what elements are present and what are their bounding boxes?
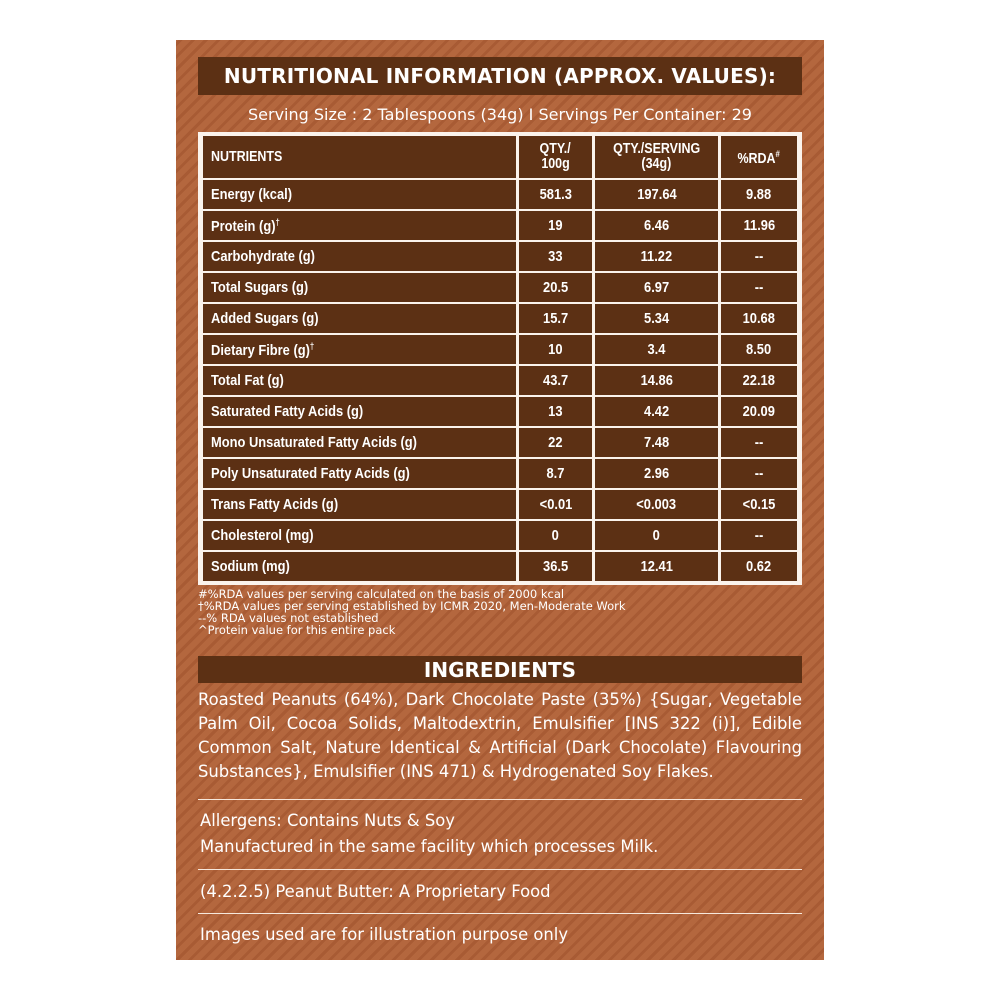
header-nutrients: NUTRIENTS xyxy=(203,136,516,178)
ingredients-text: Roasted Peanuts (64%), Dark Chocolate Paste (35%) {Sugar, Vegetable Palm Oil, Cocoa Solids, Maltodextrin, Emulsifier [INS 322 (i)], Edible Common Salt, Nature Identical & Artificial (Dark Chocolate) Flavouring Substances}, Emulsifier (INS 471) & Hydrogenated Soy Flakes. xyxy=(198,690,802,781)
qty-per-100g-cell: 33 xyxy=(519,242,592,271)
allergens-line: Allergens: Contains Nuts & Soy xyxy=(200,811,455,830)
qty-per-100g-cell: 19 xyxy=(519,211,592,240)
table-row xyxy=(203,335,797,364)
table-row xyxy=(203,521,797,550)
qty-per-100g-cell: 36.5 xyxy=(519,552,592,581)
table-row xyxy=(203,273,797,302)
divider xyxy=(198,913,802,914)
nutrition-table-body xyxy=(203,180,797,581)
qty-per-serving-cell: 3.4 xyxy=(595,335,718,364)
nutrient-name-cell: Total Sugars (g) xyxy=(203,273,516,302)
qty-per-serving-cell: 197.64 xyxy=(595,180,718,209)
rda-cell: 22.18 xyxy=(721,366,797,395)
nutrient-name-cell: Energy (kcal) xyxy=(203,180,516,209)
ingredients-heading-text: INGREDIENTS xyxy=(423,657,577,682)
nutrition-table xyxy=(200,134,800,583)
qty-per-serving-cell: 11.22 xyxy=(595,242,718,271)
nutrient-name-cell: Protein (g)† xyxy=(203,211,516,240)
qty-per-100g-cell: 10 xyxy=(519,335,592,364)
rda-cell: -- xyxy=(721,459,797,488)
header-qty-per-serving: QTY./SERVING (34g) xyxy=(595,136,718,178)
serving-info xyxy=(198,100,802,128)
nutrient-name-cell: Poly Unsaturated Fatty Acids (g) xyxy=(203,459,516,488)
nutrient-name-cell: Sodium (mg) xyxy=(203,552,516,581)
table-header-row xyxy=(203,136,797,178)
nutrition-title-text: NUTRITIONAL INFORMATION (APPROX. VALUES): xyxy=(223,64,777,88)
rda-cell: 9.88 xyxy=(721,180,797,209)
nutrient-name-cell: Added Sugars (g) xyxy=(203,304,516,333)
qty-per-serving-cell: 14.86 xyxy=(595,366,718,395)
disclaimer-line: Images used are for illustration purpose only xyxy=(200,925,569,944)
qty-per-100g-cell: 20.5 xyxy=(519,273,592,302)
table-row xyxy=(203,366,797,395)
qty-per-100g-cell: 581.3 xyxy=(519,180,592,209)
header-rda: %RDA# xyxy=(721,136,797,178)
nutrition-label-panel xyxy=(176,40,824,960)
qty-per-serving-cell: 5.34 xyxy=(595,304,718,333)
qty-per-100g-cell: 15.7 xyxy=(519,304,592,333)
footnote: #%RDA values per serving calculated on the basis of 2000 kcal xyxy=(198,587,565,601)
nutrient-name-cell: Saturated Fatty Acids (g) xyxy=(203,397,516,426)
qty-per-serving-cell: 7.48 xyxy=(595,428,718,457)
nutrient-name-cell: Trans Fatty Acids (g) xyxy=(203,490,516,519)
rda-cell: 0.62 xyxy=(721,552,797,581)
table-row xyxy=(203,242,797,271)
table-row xyxy=(203,304,797,333)
table-row xyxy=(203,180,797,209)
rda-cell: 8.50 xyxy=(721,335,797,364)
divider xyxy=(198,799,802,800)
divider xyxy=(198,869,802,870)
ingredients-heading xyxy=(198,656,802,683)
qty-per-serving-cell: <0.003 xyxy=(595,490,718,519)
rda-cell: -- xyxy=(721,273,797,302)
rda-cell: 11.96 xyxy=(721,211,797,240)
rda-cell: -- xyxy=(721,521,797,550)
table-row xyxy=(203,459,797,488)
footnote: ^Protein value for this entire pack xyxy=(198,623,396,637)
qty-per-100g-cell: 22 xyxy=(519,428,592,457)
table-row xyxy=(203,552,797,581)
qty-per-100g-cell: 8.7 xyxy=(519,459,592,488)
qty-per-serving-cell: 6.97 xyxy=(595,273,718,302)
nutrient-name-cell: Total Fat (g) xyxy=(203,366,516,395)
nutrient-name-cell: Mono Unsaturated Fatty Acids (g) xyxy=(203,428,516,457)
footnotes xyxy=(198,588,802,636)
table-row xyxy=(203,211,797,240)
qty-per-serving-cell: 0 xyxy=(595,521,718,550)
qty-per-serving-cell: 12.41 xyxy=(595,552,718,581)
food-category-line: (4.2.2.5) Peanut Butter: A Proprietary Food xyxy=(200,882,551,901)
rda-cell: -- xyxy=(721,242,797,271)
rda-cell: <0.15 xyxy=(721,490,797,519)
table-row xyxy=(203,397,797,426)
nutrient-name-cell: Cholesterol (mg) xyxy=(203,521,516,550)
table-row xyxy=(203,428,797,457)
serving-info-text: Serving Size : 2 Tablespoons (34g) I Servings Per Container: 29 xyxy=(248,104,752,124)
facility-line: Manufactured in the same facility which processes Milk. xyxy=(200,837,659,856)
qty-per-100g-cell: 43.7 xyxy=(519,366,592,395)
qty-per-serving-cell: 6.46 xyxy=(595,211,718,240)
footnote: †%RDA values per serving established by ICMR 2020, Men-Moderate Work xyxy=(198,599,626,613)
nutrient-name-cell: Carbohydrate (g) xyxy=(203,242,516,271)
qty-per-serving-cell: 2.96 xyxy=(595,459,718,488)
nutrition-title xyxy=(198,57,802,95)
table-row xyxy=(203,490,797,519)
rda-cell: 20.09 xyxy=(721,397,797,426)
rda-cell: 10.68 xyxy=(721,304,797,333)
qty-per-serving-cell: 4.42 xyxy=(595,397,718,426)
qty-per-100g-cell: 13 xyxy=(519,397,592,426)
nutrient-name-cell: Dietary Fibre (g)† xyxy=(203,335,516,364)
rda-cell: -- xyxy=(721,428,797,457)
qty-per-100g-cell: 0 xyxy=(519,521,592,550)
header-qty-per-100g: QTY./ 100g xyxy=(519,136,592,178)
qty-per-100g-cell: <0.01 xyxy=(519,490,592,519)
nutrition-table-wrap xyxy=(198,132,802,585)
footnote: --% RDA values not established xyxy=(198,611,379,625)
